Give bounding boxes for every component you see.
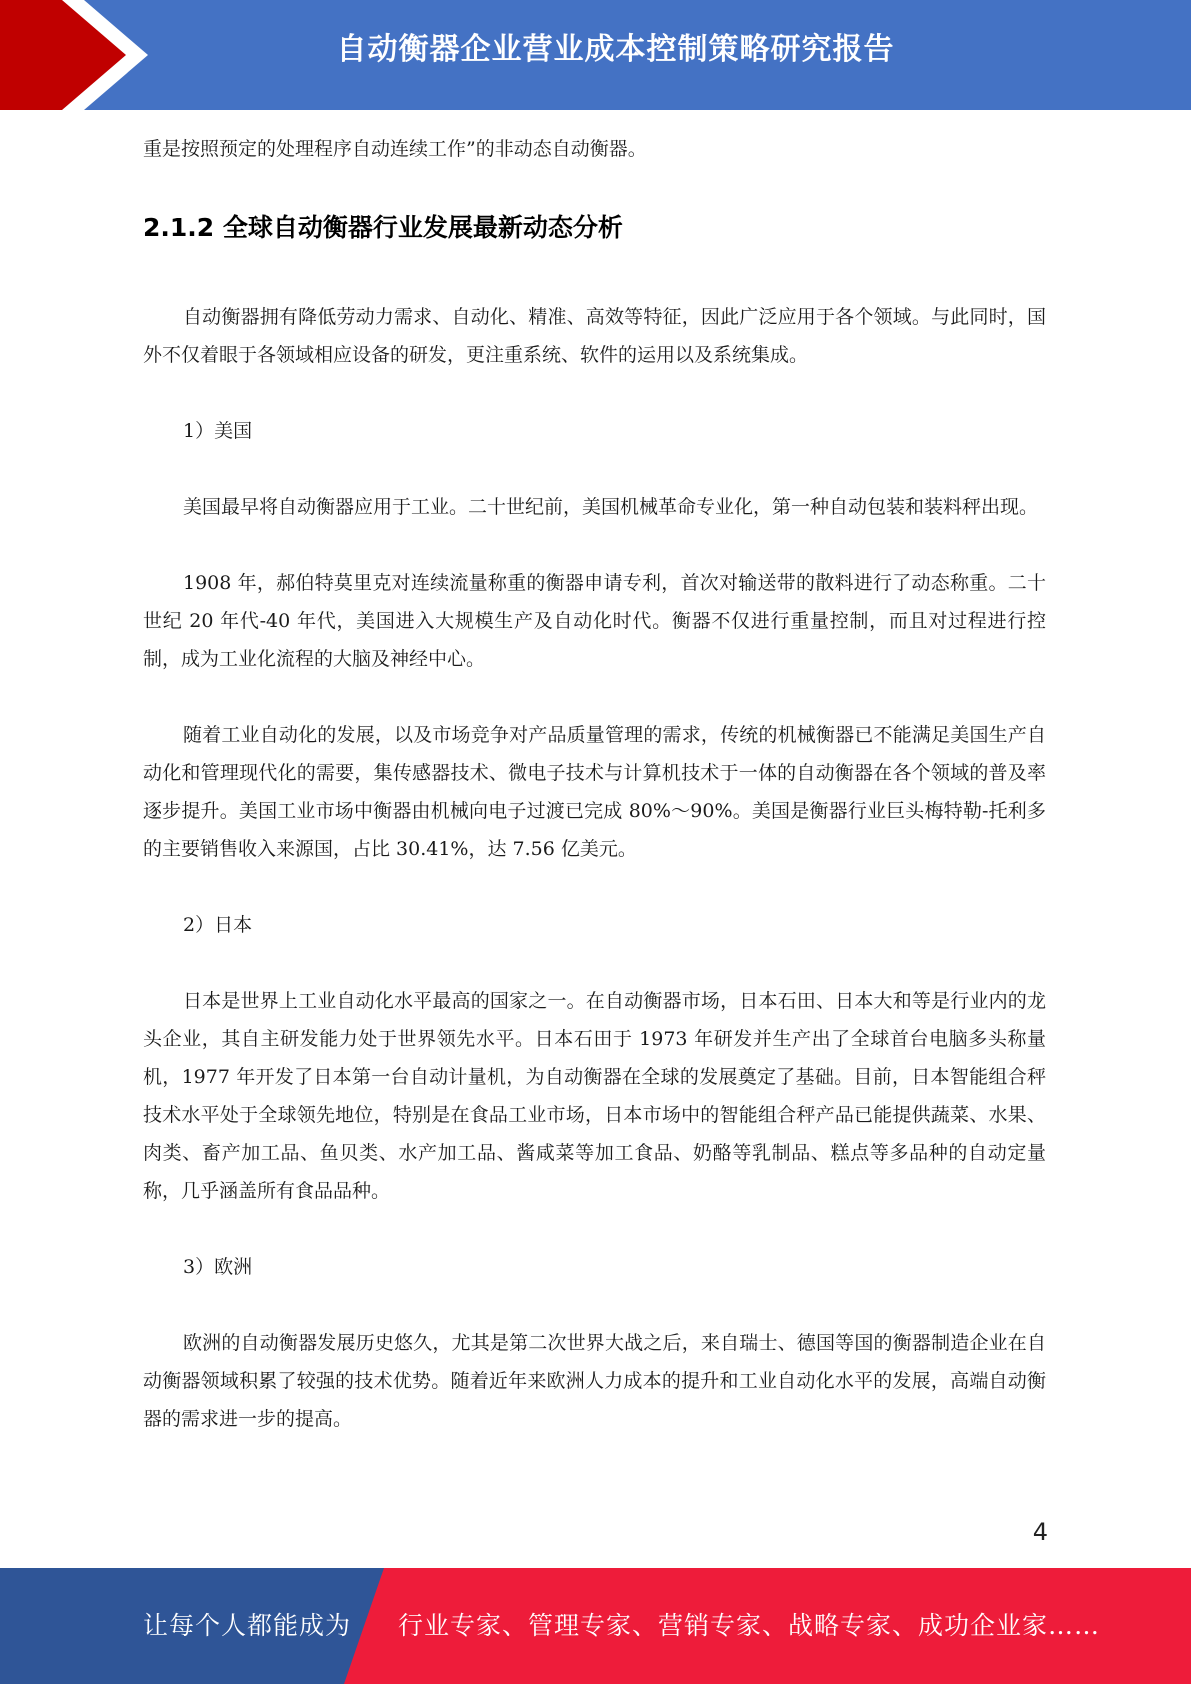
usa-paragraph-3: 随着工业自动化的发展，以及市场竞争对产品质量管理的需求，传统的机械衡器已不能满足美国生产自动化和管理现代化的需要，集传感器技术、微电子技术与计算机技术于一体的自动衡器在各个领域的普及率逐步提升。美国工业市场中衡器由机械向电子过渡已完成 80%～90%。美国是衡器行业巨头梅特勒-托利多的主要销售收入来源国，占比 30.41%，达 7.56 亿美元。: [143, 724, 1046, 860]
usa-label: 1）美国: [183, 420, 253, 442]
page-header: [0, 0, 1191, 110]
continuation-paragraph: 重是按照预定的处理程序自动连续工作”的非动态自动衡器。: [143, 138, 647, 160]
footer-slogan-left: 让每个人都能成为: [143, 1611, 352, 1640]
report-title: 自动衡器企业营业成本控制策略研究报告: [336, 32, 895, 67]
page-number: 4: [1032, 1518, 1048, 1546]
page-footer: [0, 1568, 1191, 1684]
usa-paragraph-2: 1908 年，郝伯特莫里克对连续流量称重的衡器申请专利，首次对输送带的散料进行了动态称重。二十世纪 20 年代-40 年代，美国进入大规模生产及自动化时代。衡器不仅进行重量控制，而且对过程进行控制，成为工业化流程的大脑及神经中心。: [143, 572, 1046, 670]
europe-paragraph: 欧洲的自动衡器发展历史悠久，尤其是第二次世界大战之后，来自瑞士、德国等国的衡器制造企业在自动衡器领域积累了较强的技术优势。随着近年来欧洲人力成本的提升和工业自动化水平的发展，高端自动衡器的需求进一步的提高。: [143, 1332, 1046, 1430]
intro-paragraph: 自动衡器拥有降低劳动力需求、自动化、精准、高效等特征，因此广泛应用于各个领域。与此同时，国外不仅着眼于各领域相应设备的研发，更注重系统、软件的运用以及系统集成。: [143, 306, 1046, 366]
header-arrow-decoration: [0, 0, 160, 110]
europe-label: 3）欧洲: [183, 1256, 253, 1278]
footer-slogan-right: 行业专家、管理专家、营销专家、战略专家、成功企业家……: [398, 1611, 1101, 1640]
document-body: [143, 130, 1046, 1438]
japan-label: 2）日本: [183, 914, 253, 936]
usa-paragraph-1: 美国最早将自动衡器应用于工业。二十世纪前，美国机械革命专业化，第一种自动包装和装料秤出现。: [183, 496, 1039, 518]
japan-paragraph: 日本是世界上工业自动化水平最高的国家之一。在自动衡器市场，日本石田、日本大和等是行业内的龙头企业，其自主研发能力处于世界领先水平。日本石田于 1973 年研发并生产出了全球首台电脑多头称量机，1977 年开发了日本第一台自动计量机，为自动衡器在全球的发展奠定了基础。目前，日本智能组合秤技术水平处于全球领先地位，特别是在食品工业市场，日本市场中的智能组合秤产品已能提供蔬菜、水果、肉类、畜产加工品、鱼贝类、水产加工品、酱咸菜等加工食品、奶酪等乳制品、糕点等多品种的自动定量称，几乎涵盖所有食品品种。: [143, 990, 1046, 1202]
section-heading: 2.1.2 全球自动衡器行业发展最新动态分析: [143, 213, 623, 242]
